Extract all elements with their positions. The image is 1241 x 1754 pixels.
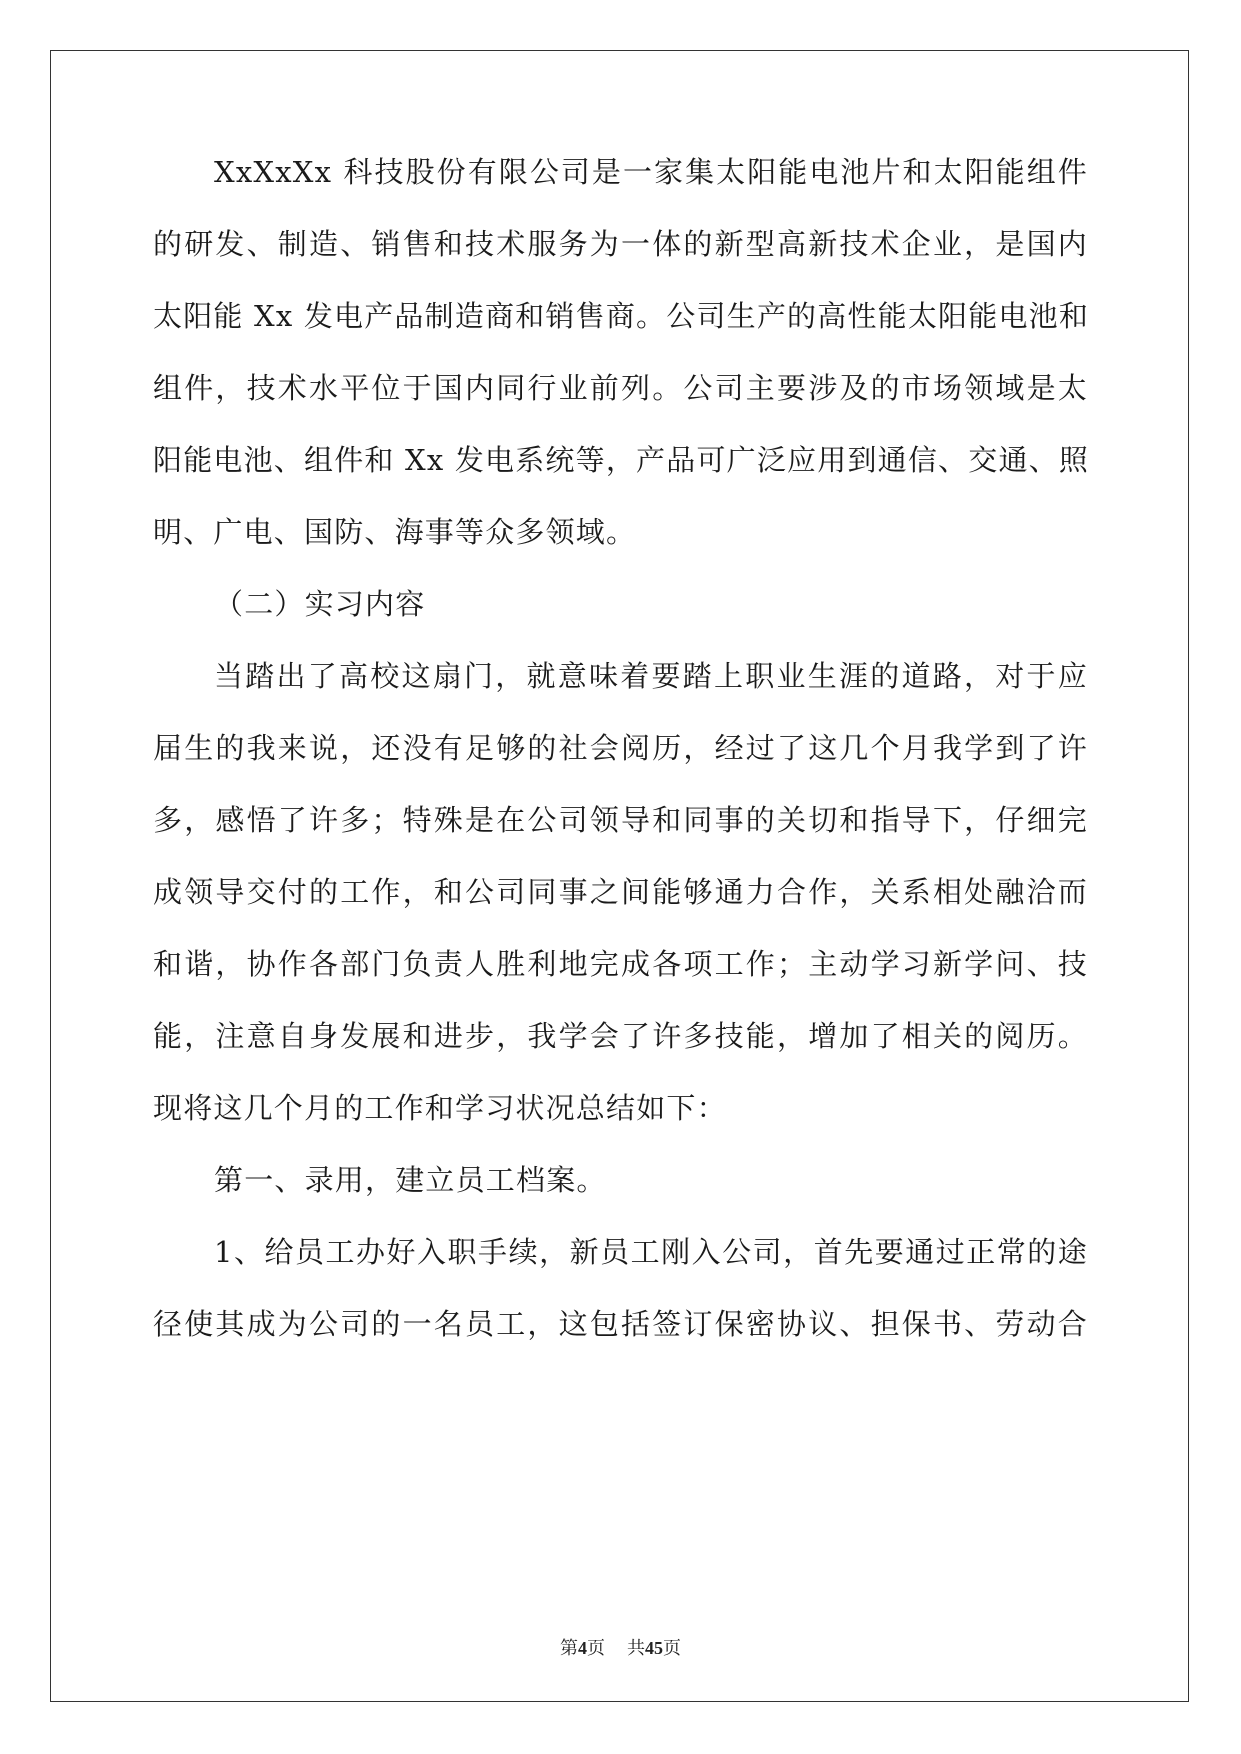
paragraph-line-10: 多，感悟了许多；特殊是在公司领导和同事的关切和指导下，仔细完: [153, 803, 1088, 837]
page-suffix: 页: [587, 1638, 605, 1659]
page-footer: [0, 1636, 1241, 1661]
page-number: 4: [578, 1638, 587, 1658]
total-pages: 45: [645, 1638, 663, 1658]
section-heading: （二）实习内容: [214, 587, 426, 621]
paragraph-line-1: XxXxXx 科技股份有限公司是一家集太阳能电池片和太阳能组件: [214, 155, 1088, 189]
paragraph-line-4: 组件，技术水平位于国内同行业前列。公司主要涉及的市场领域是太: [153, 371, 1088, 405]
total-suffix: 页: [663, 1638, 681, 1659]
paragraph-line-17: 径使其成为公司的一名员工，这包括签订保密协议、担保书、劳动合: [153, 1307, 1088, 1341]
paragraph-line-5: 阳能电池、组件和 Xx 发电系统等，产品可广泛应用到通信、交通、照: [153, 443, 1090, 477]
paragraph-line-9: 届生的我来说，还没有足够的社会阅历，经过了这几个月我学到了许: [153, 731, 1088, 765]
page-prefix: 第: [560, 1638, 578, 1659]
total-prefix: 共: [627, 1638, 645, 1659]
paragraph-line-3: 太阳能 Xx 发电产品制造商和销售商。公司生产的高性能太阳能电池和: [153, 299, 1090, 333]
paragraph-line-12: 和谐，协作各部门负责人胜利地完成各项工作；主动学习新学问、技: [153, 947, 1088, 981]
paragraph-line-16: 1、给员工办好入职手续，新员工刚入公司，首先要通过正常的途: [214, 1235, 1088, 1269]
paragraph-line-6: 明、广电、国防、海事等众多领域。: [153, 515, 637, 549]
paragraph-line-11: 成领导交付的工作，和公司同事之间能够通力合作，关系相处融洽而: [153, 875, 1088, 909]
paragraph-line-13: 能，注意自身发展和进步，我学会了许多技能，增加了相关的阅历。: [153, 1019, 1088, 1053]
item-heading: 第一、录用，建立员工档案。: [214, 1163, 607, 1197]
paragraph-line-2: 的研发、制造、销售和技术服务为一体的新型高新技术企业，是国内: [153, 227, 1088, 261]
paragraph-line-14: 现将这几个月的工作和学习状况总结如下：: [153, 1091, 727, 1125]
paragraph-line-8: 当踏出了高校这扇门，就意味着要踏上职业生涯的道路，对于应: [214, 659, 1088, 693]
